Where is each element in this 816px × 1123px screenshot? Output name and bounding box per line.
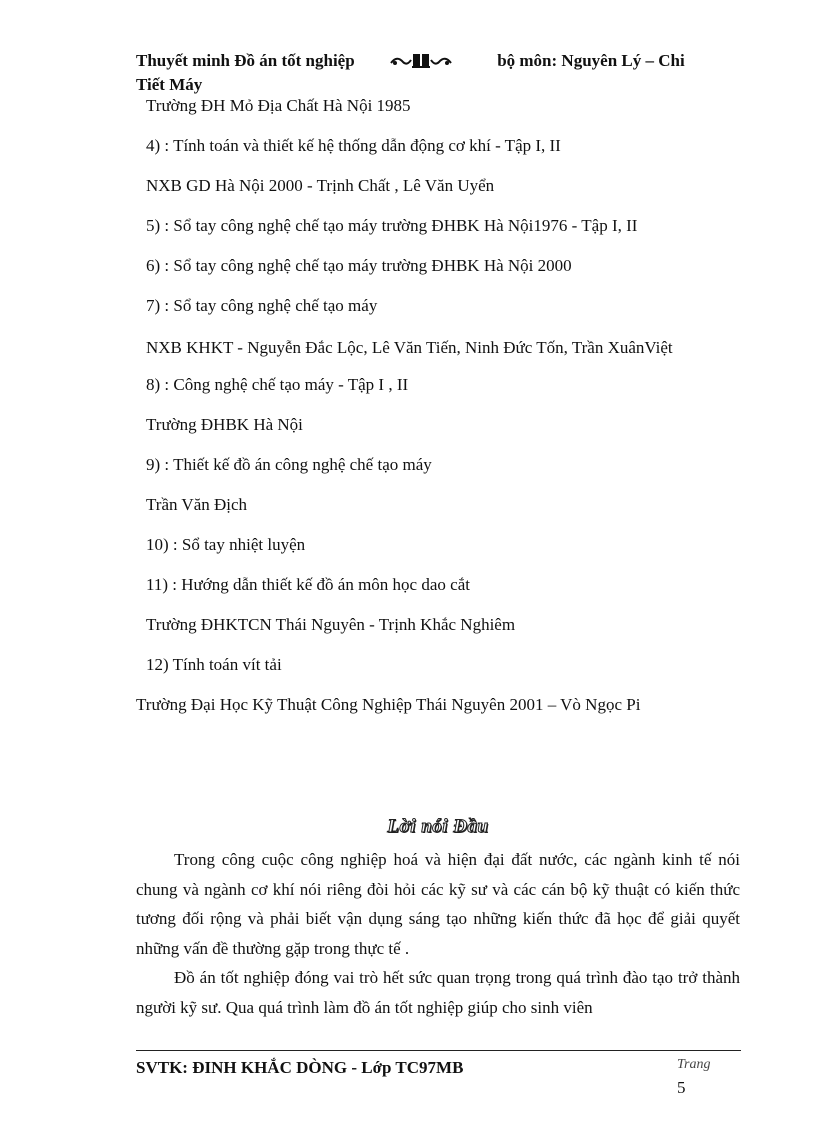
book-ornament-icon	[389, 51, 453, 74]
reference-item: Trường ĐH Mỏ Địa Chất Hà Nội 1985	[146, 96, 411, 115]
reference-item: 7) : Sổ tay công nghệ chế tạo máy	[146, 296, 378, 315]
document-title: Thuyết minh Đồ án tốt nghiệp	[136, 51, 355, 70]
page-number: 5	[677, 1078, 686, 1097]
preface-paragraph: Trong công cuộc công nghiệp hoá và hiện đại đất nước, các ngành kinh tế nói chung và ngành cơ khí nói riêng đòi hỏi các kỹ sư và các cán bộ kỹ thuật có kiến thức tương đối rộng và phải biết vận dụng sáng tạo những kiến thức đã học để giải quyết những vấn đề thường gặp trong thực tế .	[136, 850, 740, 958]
page-label: Trang	[677, 1057, 711, 1072]
reference-item: Trần Văn Địch	[146, 495, 248, 514]
department-label-cont: Tiết Máy	[136, 74, 203, 94]
preface-section	[136, 815, 740, 1022]
reference-item: Trường Đại Học Kỹ Thuật Công Nghiệp Thái Nguyên 2001 – Vò Ngọc Pi	[136, 695, 641, 714]
reference-item: NXB GD Hà Nội 2000 - Trịnh Chất , Lê Văn Uyển	[146, 176, 495, 195]
preface-paragraph: Đồ án tốt nghiệp đóng vai trò hết sức quan trọng trong quá trình đào tạo trở thành người kỹ sư. Qua quá trình làm đồ án tốt nghiệp giúp cho sinh viên	[136, 968, 740, 1017]
department-label: bộ môn: Nguyên Lý – Chi	[497, 51, 685, 70]
reference-item: 4) : Tính toán và thiết kế hệ thống dẫn động cơ khí - Tập I, II	[146, 136, 561, 155]
reference-item: 5) : Sổ tay công nghệ chế tạo máy trường ĐHBK Hà Nội1976 - Tập I, II	[146, 216, 638, 235]
footer-divider	[136, 1050, 741, 1051]
reference-list	[136, 92, 740, 731]
reference-item: 11) : Hướng dẫn thiết kế đồ án môn học dao cắt	[146, 575, 470, 594]
page-header	[136, 50, 736, 95]
reference-item: Trường ĐHBK Hà Nội	[146, 415, 303, 434]
reference-item: 12) Tính toán vít tải	[146, 655, 282, 674]
reference-item: 10) : Sổ tay nhiệt luyện	[146, 535, 306, 554]
footer-author: SVTK: ĐINH KHẮC DÒNG - Lớp TC97MB	[136, 1058, 464, 1077]
reference-item: 8) : Công nghệ chế tạo máy - Tập I , II	[146, 375, 409, 394]
reference-item: 6) : Sổ tay công nghệ chế tạo máy trường ĐHBK Hà Nội 2000	[146, 256, 572, 275]
reference-item: 9) : Thiết kế đồ án công nghệ chế tạo máy	[146, 455, 432, 474]
reference-item: NXB KHKT - Nguyễn Đắc Lộc, Lê Văn Tiến, Ninh Đức Tốn, Trần XuânViệt	[146, 338, 673, 357]
preface-title: Lời nói Đầu	[387, 816, 489, 837]
reference-item: Trường ĐHKTCN Thái Nguyên - Trịnh Khắc Nghiêm	[146, 615, 516, 634]
